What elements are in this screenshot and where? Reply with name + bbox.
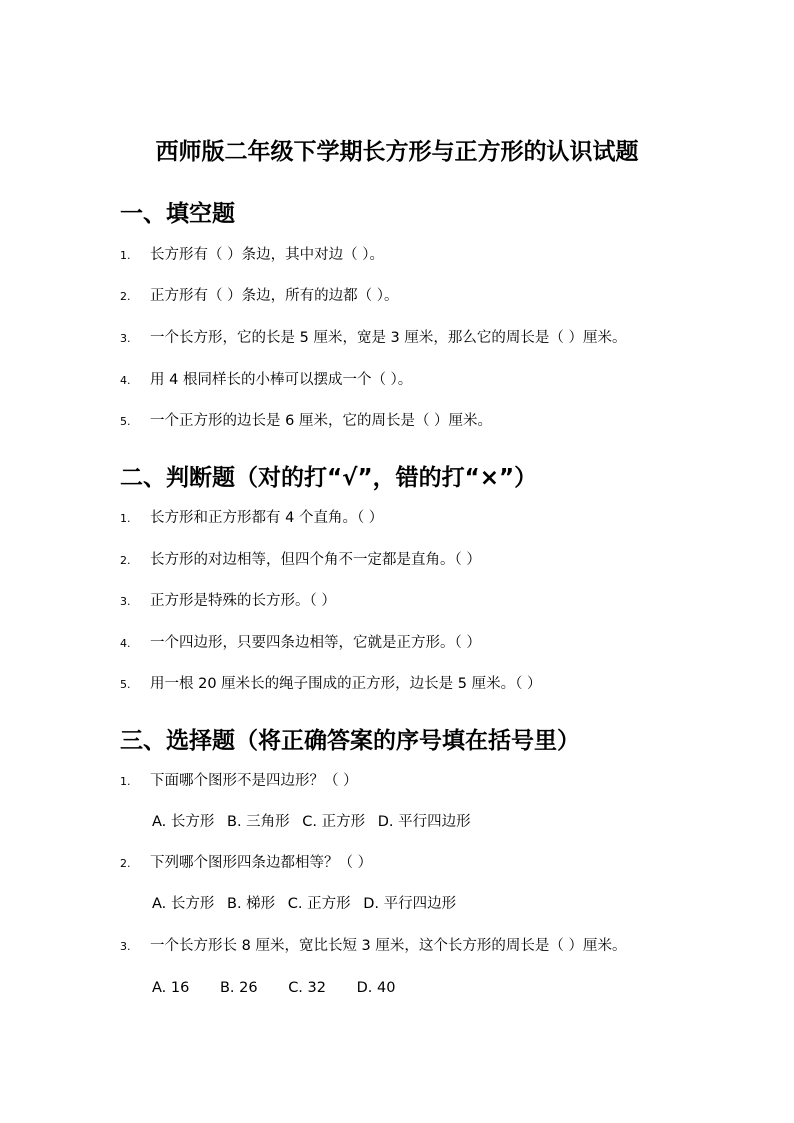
question-number: 5. xyxy=(120,678,131,691)
choice-question-2 xyxy=(120,851,372,875)
question-number: 1. xyxy=(120,249,131,262)
question-text: 一个长方形长 8 厘米，宽比长短 3 厘米，这个长方形的周长是（ ）厘米。 xyxy=(150,938,627,954)
section2-heading: 二、判断题（对的打“√”，错的打“×”） xyxy=(120,465,538,491)
question-number: 3. xyxy=(120,940,131,953)
question-text: 正方形有（ ）条边，所有的边都（ ）。 xyxy=(150,288,399,304)
question-text: 长方形和正方形都有 4 个直角。（ ） xyxy=(150,510,384,526)
question-text: 正方形是特殊的长方形。（ ） xyxy=(150,593,336,609)
choice-options-3 xyxy=(152,976,421,1000)
option-d: D. 平行四边形 xyxy=(363,896,457,912)
choice-question-3 xyxy=(120,934,627,958)
choice-options-1 xyxy=(152,810,479,834)
judge-question-3 xyxy=(120,589,336,613)
question-text: 下面哪个图形不是四边形？（ ） xyxy=(150,773,358,789)
question-number: 1. xyxy=(120,775,131,788)
judge-question-4 xyxy=(120,631,481,655)
page-title: 西师版二年级下学期长方形与正方形的认识试题 xyxy=(155,139,639,165)
judge-question-1 xyxy=(120,506,383,530)
option-a: A. 长方形 xyxy=(152,814,215,830)
question-number: 4. xyxy=(120,374,131,387)
section3-heading: 三、选择题（将正确答案的序号填在括号里） xyxy=(120,728,580,754)
question-text: 用一根 20 厘米长的绳子围成的正方形，边长是 5 厘米。（ ） xyxy=(150,676,542,692)
fill-question-3 xyxy=(120,326,627,350)
option-a: A. 长方形 xyxy=(152,896,215,912)
option-d: D. 平行四边形 xyxy=(377,814,471,830)
question-text: 用 4 根同样长的小棒可以摆成一个（ ）。 xyxy=(150,372,413,388)
option-d: D. 40 xyxy=(356,980,396,996)
question-text: 长方形的对边相等，但四个角不一定都是直角。（ ） xyxy=(150,552,481,568)
choice-options-2 xyxy=(152,892,464,916)
option-b: B. 梯形 xyxy=(227,896,276,912)
question-number: 5. xyxy=(120,415,131,428)
question-text: 一个四边形，只要四条边相等，它就是正方形。（ ） xyxy=(150,635,481,651)
choice-question-1 xyxy=(120,769,358,793)
fill-question-4 xyxy=(120,368,412,392)
fill-question-5 xyxy=(120,409,492,433)
question-number: 3. xyxy=(120,595,131,608)
section1-heading: 一、填空题 xyxy=(120,201,235,227)
question-text: 一个长方形，它的长是 5 厘米，宽是 3 厘米，那么它的周长是（ ）厘米。 xyxy=(150,330,627,346)
fill-question-2 xyxy=(120,284,398,308)
question-number: 4. xyxy=(120,637,131,650)
option-c: C. 32 xyxy=(288,980,326,996)
question-number: 2. xyxy=(120,290,131,303)
question-text: 下列哪个图形四条边都相等？（ ） xyxy=(150,855,373,871)
judge-question-2 xyxy=(120,548,481,572)
option-c: C. 正方形 xyxy=(287,896,351,912)
question-text: 一个正方形的边长是 6 厘米，它的周长是（ ）厘米。 xyxy=(150,413,493,429)
option-b: B. 26 xyxy=(219,980,258,996)
judge-question-5 xyxy=(120,672,541,696)
question-number: 2. xyxy=(120,857,131,870)
question-number: 2. xyxy=(120,554,131,567)
option-c: C. 正方形 xyxy=(302,814,366,830)
question-number: 1. xyxy=(120,512,131,525)
fill-question-1 xyxy=(120,243,384,267)
question-text: 长方形有（ ）条边，其中对边（ ）。 xyxy=(150,247,384,263)
option-b: B. 三角形 xyxy=(227,814,290,830)
question-number: 3. xyxy=(120,332,131,345)
option-a: A. 16 xyxy=(152,980,190,996)
